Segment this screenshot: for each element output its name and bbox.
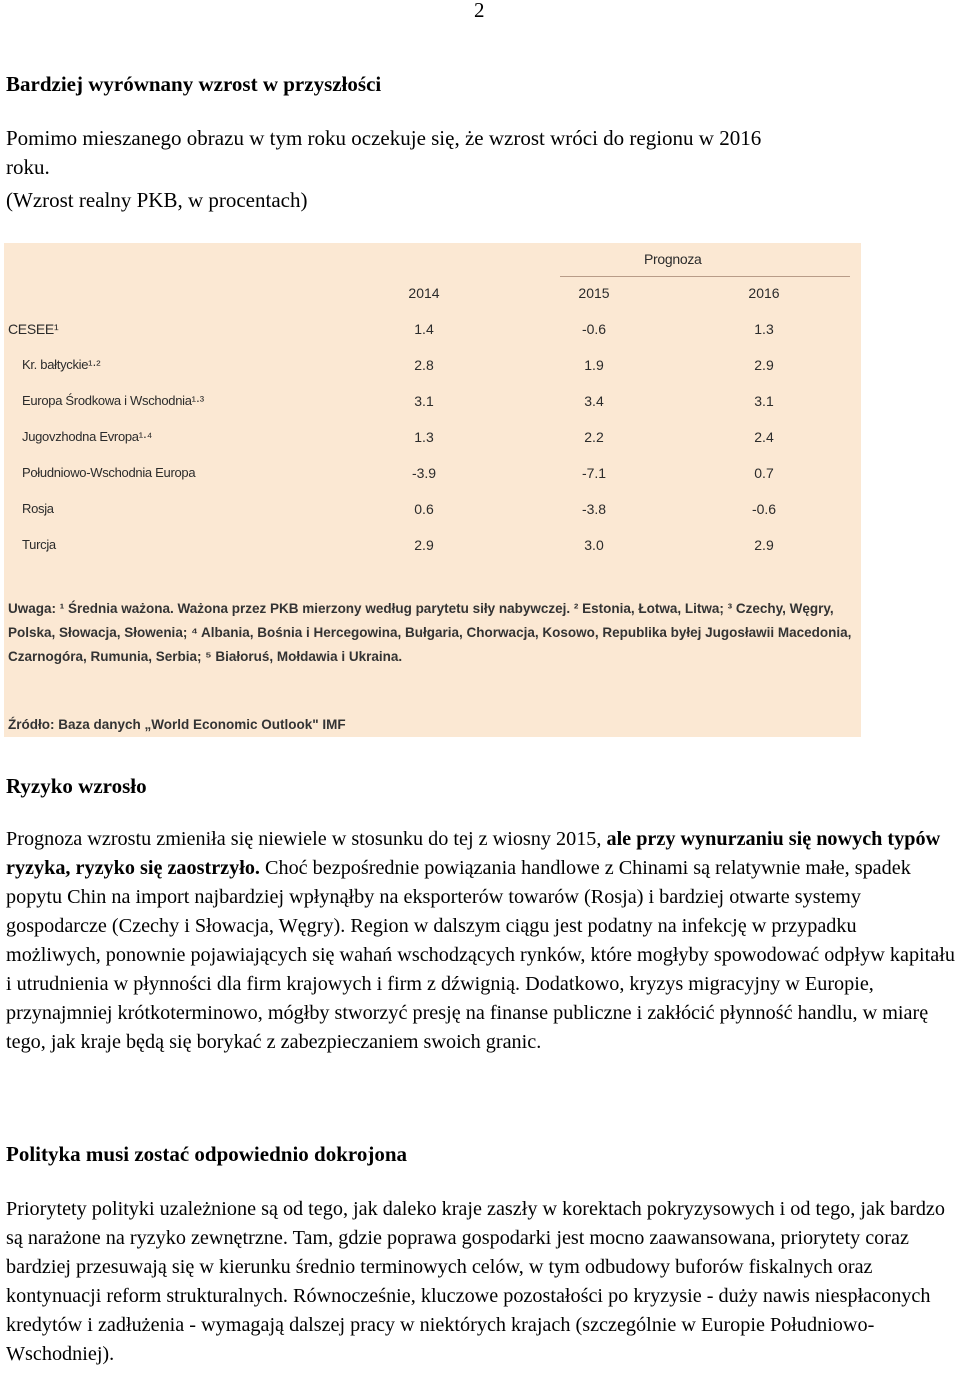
cell-southeast-1-2015: 2.2 bbox=[584, 429, 604, 445]
intro-line-1: Pomimo mieszanego obrazu w tym roku oczekuje się, że wzrost wróci do regionu w 2016 bbox=[6, 126, 762, 150]
cell-southeast-2-2015: -7.1 bbox=[581, 465, 607, 481]
gdp-growth-table bbox=[4, 243, 861, 737]
cell-cesee-2014: 1.4 bbox=[414, 321, 434, 337]
cell-southeast-1-2016: 2.4 bbox=[754, 429, 774, 445]
policy-paragraph: Priorytety polityki uzależnione są od tego, jak daleko kraje zaszły w korektach pokryzysowych i od tego, jak bardzo są narażone na ryzyko zewnętrzne. Tam, gdzie poprawa gospodarki jest mocno zaawansowana, priorytety coraz bardziej przesuwają się w kierunku średnio terminowych celów, w tym odbudowy buforów fiskalnych oraz kontynuacji reform strukturalnych. Równocześnie, kluczowe pozostałości po kryzysie - duży nawis niespłaconych kredytów i zadłużenia - wymagają dalszej pracy w niektórych krajach (szczególnie w Europie Południowo-Wschodniej). bbox=[6, 1198, 945, 1365]
row-label-baltic: Kr. bałtyckie¹·² bbox=[22, 357, 101, 372]
cell-baltic-2016: 2.9 bbox=[754, 357, 774, 373]
cell-southeast-1-2014: 1.3 bbox=[414, 429, 434, 445]
section-heading-policy: Polityka musi zostać odpowiednio dokrojona bbox=[6, 1142, 407, 1166]
cell-russia-2015: -3.8 bbox=[581, 501, 607, 517]
risk-paragraph-rest: Choć bezpośrednie powiązania handlowe z Chinami są relatywnie małe, spadek popytu Chin na import najbardziej wpłynąłby na eksporterów towarów (Rosja) i bardziej otwarte systemy gospodarcze (Czechy i Słowacja, Węgry). Region w dalszym ciągu jest podatny na infekcję w przypadku możliwych, ponownie pojawiających się wahań wschodzących rynków, które mogłyby spowodować odpływ kapitału i utrudnienia w płynności dla firm krajowych i firm z dźwignią. Dodatkowo, kryzys migracyjny w Europie, przynajmniej krótkoterminowo, mógłby stworzyć presję na finanse publiczne i zakłócić płynność handlu, w miarę tego, jak kraje będą się borykać z zabezpieczaniem swoich granic. bbox=[6, 857, 955, 1053]
risk-paragraph-start: Prognoza wzrostu zmieniła się niewiele w stosunku do tej z wiosny 2015, bbox=[6, 828, 607, 850]
cell-central-eastern-2015: 3.4 bbox=[584, 393, 604, 409]
intro-line-2: roku. bbox=[6, 155, 50, 179]
cell-cesee-2016: 1.3 bbox=[754, 321, 774, 337]
table-source: Źródło: Baza danych „World Economic Outlook" IMF bbox=[8, 717, 346, 732]
cell-cesee-2015: -0.6 bbox=[581, 321, 607, 337]
cell-turkey-2015: 3.0 bbox=[584, 537, 604, 553]
forecast-divider bbox=[560, 276, 850, 277]
row-label-russia: Rosja bbox=[22, 501, 54, 516]
cell-russia-2014: 0.6 bbox=[414, 501, 434, 517]
risk-paragraph bbox=[6, 825, 956, 1057]
year-header-2016: 2016 bbox=[748, 285, 780, 301]
risk-paragraph-bold: ale przy wynurzaniu się nowych typów ryzyka, ryzyko się zaostrzyło. bbox=[6, 828, 941, 879]
cell-turkey-2016: 2.9 bbox=[754, 537, 774, 553]
cell-southeast-2-2016: 0.7 bbox=[754, 465, 774, 481]
page-number: 2 bbox=[474, 0, 485, 22]
section-heading-risk: Ryzyko wzrosło bbox=[6, 774, 147, 798]
row-label-southeast-1: Jugovzhodna Evropa¹·⁴ bbox=[22, 429, 153, 444]
cell-southeast-2-2014: -3.9 bbox=[411, 465, 437, 481]
table-note: Uwaga: ¹ Średnia ważona. Ważona przez PKB mierzony według parytetu siły nabywczej. ² Estonia, Łotwa, Litwa; ³ Czechy, Węgry, Polska, Słowacja, Słowenia; ⁴ Albania, Bośnia i Hercegowina, Bułgaria, Chorwacja, Kosowo, Republika byłej Jugosławii Macedonia, Czarnogóra, Rumunia, Serbia; ⁵ Białoruś, Mołdawia i Ukraina. bbox=[8, 601, 852, 664]
forecast-label: Prognoza bbox=[644, 251, 702, 267]
cell-central-eastern-2014: 3.1 bbox=[414, 393, 434, 409]
cell-baltic-2015: 1.9 bbox=[584, 357, 604, 373]
cell-russia-2016: -0.6 bbox=[751, 501, 777, 517]
section-heading-growth: Bardziej wyrównany wzrost w przyszłości bbox=[6, 72, 382, 96]
cell-baltic-2014: 2.8 bbox=[414, 357, 434, 373]
cell-turkey-2014: 2.9 bbox=[414, 537, 434, 553]
row-label-cesee: CESEE¹ bbox=[8, 321, 59, 337]
row-label-southeast-2: Południowo-Wschodnia Europa bbox=[22, 465, 196, 480]
table-caption: (Wzrost realny PKB, w procentach) bbox=[6, 188, 308, 212]
year-header-2015: 2015 bbox=[578, 285, 610, 301]
cell-central-eastern-2016: 3.1 bbox=[754, 393, 774, 409]
row-label-central-eastern: Europa Środkowa i Wschodnia¹·³ bbox=[22, 393, 204, 408]
year-header-2014: 2014 bbox=[408, 285, 440, 301]
row-label-turkey: Turcja bbox=[22, 537, 56, 552]
